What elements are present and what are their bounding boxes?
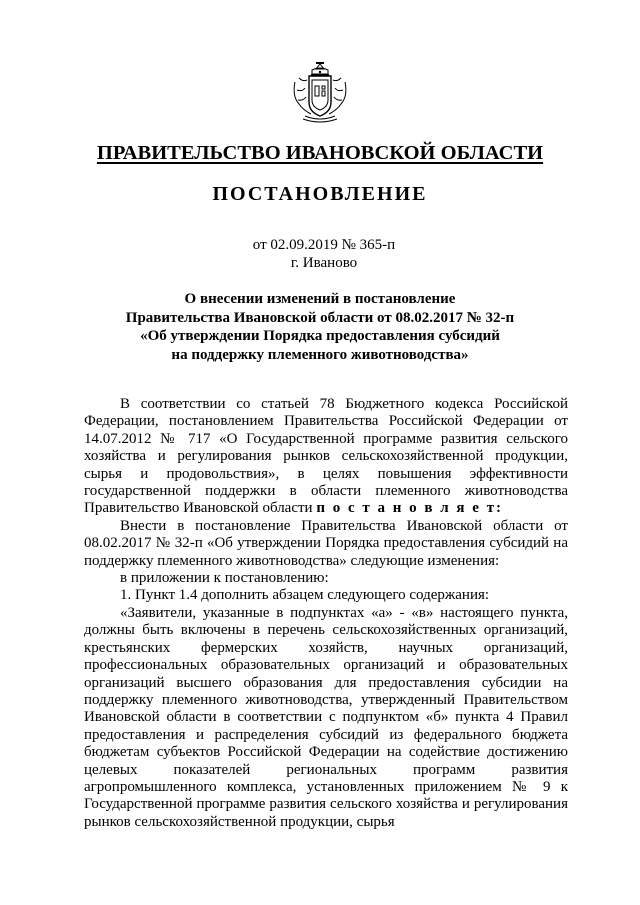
document-type: ПОСТАНОВЛЕНИЕ [212, 183, 428, 205]
body-paragraph [84, 396, 568, 518]
resolves-keyword: п о с т а н о в л я е т: [316, 500, 504, 517]
body-paragraph: в приложении к постановлению: [120, 570, 329, 587]
body-paragraph: Внести в постановление Правительства Ивановской области от 08.02.2017 № 32-п «Об утверждении Порядка предоставления субсидий на поддержку племенного животноводства» следующие изменения: [84, 517, 568, 569]
title-line: О внесении изменений в постановление [184, 291, 456, 307]
document-city: г. Иваново [290, 255, 358, 271]
title-line: Правительства Ивановской области от 08.02.2017 № 32-п [125, 309, 515, 326]
title-line: «Об утверждении Порядка предоставления субсидий [140, 328, 500, 344]
government-name: ПРАВИТЕЛЬСТВО ИВАНОВСКОЙ ОБЛАСТИ [96, 142, 544, 164]
body-paragraph: 1. Пункт 1.4 дополнить абзацем следующего содержания: [120, 587, 490, 604]
body-paragraph: «Заявители, указанные в подпунктах «а» - «в» настоящего пункта, должны быть включены в перечень сельскохозяйственных организаций, крестьянских фермерских хозяйств, научных организаций, профессиональных образовательных организаций и образовательных организаций высшего образования для предоставления субсидии на поддержку племенного животноводства, утвержденный Правительством Ивановской области в соответствии с подпунктом «б» пункта 4 Правил предоставления и распределения субсидий из федерального бюджета бюджетам субъектов Российской Федерации на содействие достижению целевых показателей региональных программ развития агропромышленного комплекса, установленных приложением № 9 к Государственной программе развития сельского хозяйства и регулирования рынков сельскохозяйственной продукции, сырья [84, 604, 568, 830]
document-body [84, 396, 568, 831]
document-title [0, 290, 640, 364]
preamble-text: В соответствии со статьей 78 Бюджетного кодекса Российской Федерации, постановлением Правительства Российской Федерации от 14.07.2012 № 717 «О Государственной программе развития сельского хозяйства и регулирования рынков сельскохозяйственной продукции, сырья и продовольствия», в целях повышения эффективности государственной поддержки в области племенного животноводства Правительство Ивановской области [84, 396, 568, 517]
coat-of-arms-icon [291, 62, 349, 124]
document-date-number: от 02.09.2019 № 365-п [252, 237, 396, 253]
title-line: на поддержку племенного животноводства» [171, 346, 469, 363]
